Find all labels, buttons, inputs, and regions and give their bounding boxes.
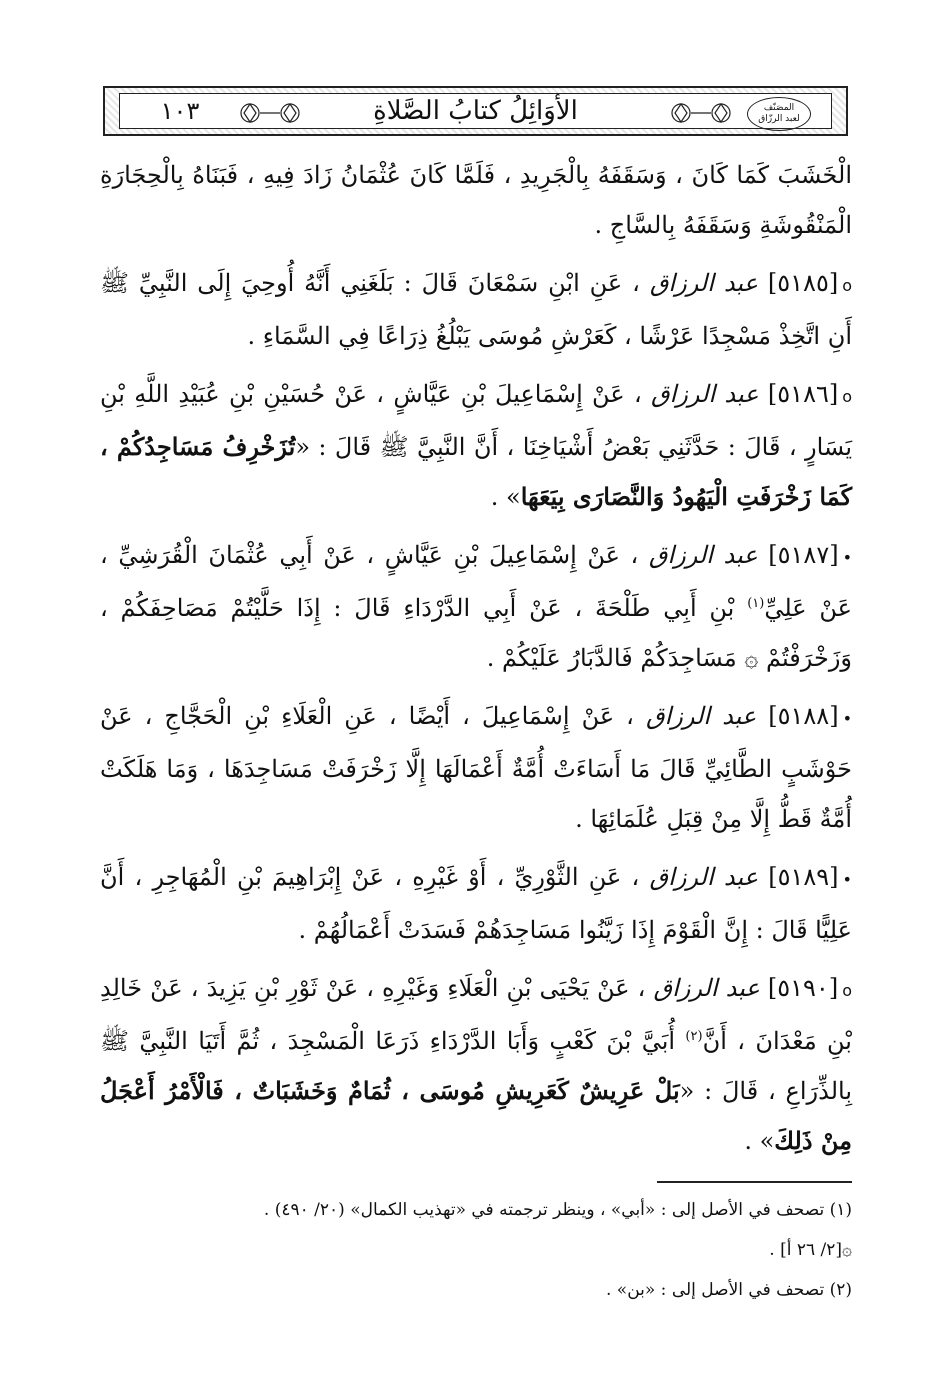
hadith-5185: [100, 258, 852, 361]
running-header: [103, 86, 848, 136]
hadith-number: [٥١٨٦]: [767, 380, 839, 408]
hadith-narrator: عبد الرزاق: [653, 974, 760, 1002]
ornament-left-icon: [230, 94, 310, 132]
hadith-number: [٥١٨٥]: [767, 269, 839, 297]
hadith-bullet: •: [842, 548, 853, 567]
hadith-text: ، عَنْ إِسْمَاعِيلَ بْنِ عَيَّاشٍ ، عَنْ حُسَيْنِ بْنِ عُبَيْدِ اللَّهِ بْنِ يَسَارٍ ، قَالَ : حَدَّثَنِي بَعْضُ أَشْيَاخِنَا ، أَنَّ النَّبِيَّ ﷺ قَالَ : «: [100, 380, 852, 461]
header-frame: [119, 93, 832, 129]
hadith-5188: [100, 691, 852, 844]
hadith-number: [٥١٨٨]: [768, 702, 839, 730]
book-logo: [747, 97, 811, 131]
ornament-right-icon: [661, 94, 741, 132]
folio-marker: ۞[٢/ ٢٦ أ] .: [769, 1240, 852, 1260]
footnote-ref[interactable]: (٢): [685, 1029, 703, 1044]
footnotes: [100, 1190, 852, 1310]
hadith-text: ، عَنْ يَحْيَى بْنِ الْعَلَاءِ وَغَيْرِهِ ، عَنْ ثَوْرِ بْنِ يَزِيدَ ، عَنْ خَالِدِ بْنِ مَعْدَانَ ، أَنَّ: [100, 974, 852, 1055]
hadith-number: [٥١٨٩]: [768, 863, 839, 891]
hadith-narrator: عبد الرزاق: [651, 380, 759, 408]
hadith-5187: [100, 530, 852, 683]
hadith-tail: » .: [490, 483, 521, 511]
hadith-quote: تُزَخْرِفُ مَسَاجِدُكُمْ ، كَمَا زَخْرَفَتِ الْيَهُودُ وَالنَّصَارَى بِيَعَهَا: [100, 432, 852, 511]
footnote-2: (٢) تصحف في الأصل إلى : «بن» .: [606, 1280, 852, 1300]
hadith-text: ، عَنِ ابْنِ سَمْعَانَ قَالَ : بَلَغَنِي أَنَّهُ أُوحِيَ إِلَى النَّبِيِّ ﷺ أَنِ اتَّخِذْ مَسْجِدًا عَرْشًا ، كَعَرْشِ مُوسَى يَبْلُغُ ذِرَاعًا فِي السَّمَاءِ .: [100, 269, 852, 350]
footnote-1: (١) تصحف في الأصل إلى : «أبي» ، وينظر ترجمته في «تهذيب الكمال» (٢٠/ ٤٩٠) .: [263, 1200, 852, 1220]
hadith-text: ، عَنْ إِسْمَاعِيلَ ، أَيْضًا ، عَنِ الْعَلَاءِ بْنِ الْحَجَّاجِ ، عَنْ حَوْشَبٍ الطَّائِيِّ قَالَ مَا أَسَاءَتْ أُمَّةٌ أَعْمَالَهَا إِلَّا زَخْرَفَتْ مَسَاجِدَهَا ، وَمَا هَلَكَتْ أُمَّةٌ قَطُّ إِلَّا مِنْ قِبَلِ عُلَمَائِهَا .: [100, 702, 852, 833]
hadith-bullet: o: [842, 387, 853, 406]
hadith-quote: بَلْ عَرِيشٌ كَعَرِيشِ مُوسَى ، ثُمَامٌ وَخَشَبَاتٌ ، فَالْأَمْرُ أَعْجَلُ مِنْ ذَلِكَ: [100, 1076, 852, 1155]
hadith-narrator: عبد الرزاق: [645, 702, 757, 730]
hadith-5189: [100, 852, 852, 955]
hadith-text: ، عَنْ إِسْمَاعِيلَ بْنِ عَيَّاشٍ ، عَنْ أَبِي عُثْمَانَ الْقُرَشِيِّ ، عَنْ عَلِيِّ: [100, 541, 852, 622]
hadith-bullet: •: [842, 870, 852, 889]
opening-paragraph: الْخَشَبَ كَمَا كَانَ ، وَسَقَفَهُ بِالْجَرِيدِ ، فَلَمَّا كَانَ عُثْمَانُ زَادَ فِيهِ ، فَبَنَاهُ بِالْحِجَارَةِ الْمَنْقُوشَةِ وَسَقَفَهُ بِالسَّاجِ .: [100, 161, 852, 239]
hadith-narrator: عبد الرزاق: [649, 269, 758, 297]
header-title: الأوَائِلُ كتابُ الصَّلاةِ: [373, 96, 578, 126]
hadith-text-continued: أُبَيَّ بْنَ كَعْبٍ وَأَبَا الدَّرْدَاءِ ذَرَعَا الْمَسْجِدَ ، ثُمَّ أَتَيَا النَّبِيَّ ﷺ بِالذِّرَاعِ ، قَالَ : «: [100, 1027, 853, 1105]
hadith-narrator: عبد الرزاق: [648, 541, 758, 569]
hadith-bullet: o: [842, 276, 852, 295]
logo-line-1: المصَنّف: [763, 103, 795, 113]
hadith-5186: [100, 369, 852, 522]
hadith-text: ، عَنِ الثَّوْرِيِّ ، أَوْ غَيْرِهِ ، عَنْ إِبْرَاهِيمَ بْنِ الْمُهَاجِرِ ، أَنَّ عَلِيًّا قَالَ : إِنَّ الْقَوْمَ إِذَا زَيَّنُوا مَسَاجِدَهُمْ فَسَدَتْ أَعْمَالُهُمْ .: [100, 863, 852, 944]
main-text: [100, 150, 852, 1166]
hadith-bullet: •: [842, 709, 852, 728]
page-number: ١٠٣: [160, 97, 200, 125]
hadith-number: [٥١٩٠]: [767, 974, 839, 1002]
hadith-number: [٥١٨٧]: [768, 541, 839, 569]
hadith-tail: » .: [744, 1127, 775, 1155]
hadith-text-continued: بْنِ أَبِي طَلْحَةَ ، عَنْ أَبِي الدَّرْدَاءِ قَالَ : إِذَا حَلَّيْتُمْ مَصَاحِفَكُمْ ، وَزَخْرَفْتُمْ ۞ مَسَاجِدَكُمْ فَالدَّبَارُ عَلَيْكُمْ .: [100, 594, 852, 672]
logo-line-2: لعبد الرزّاق: [758, 114, 800, 124]
hadith-bullet: o: [842, 981, 852, 1000]
hadith-5190: [100, 963, 852, 1166]
footnote-ref[interactable]: (١): [747, 596, 765, 611]
hadith-narrator: عبد الرزاق: [649, 863, 759, 891]
footnote-divider: [657, 1181, 852, 1183]
